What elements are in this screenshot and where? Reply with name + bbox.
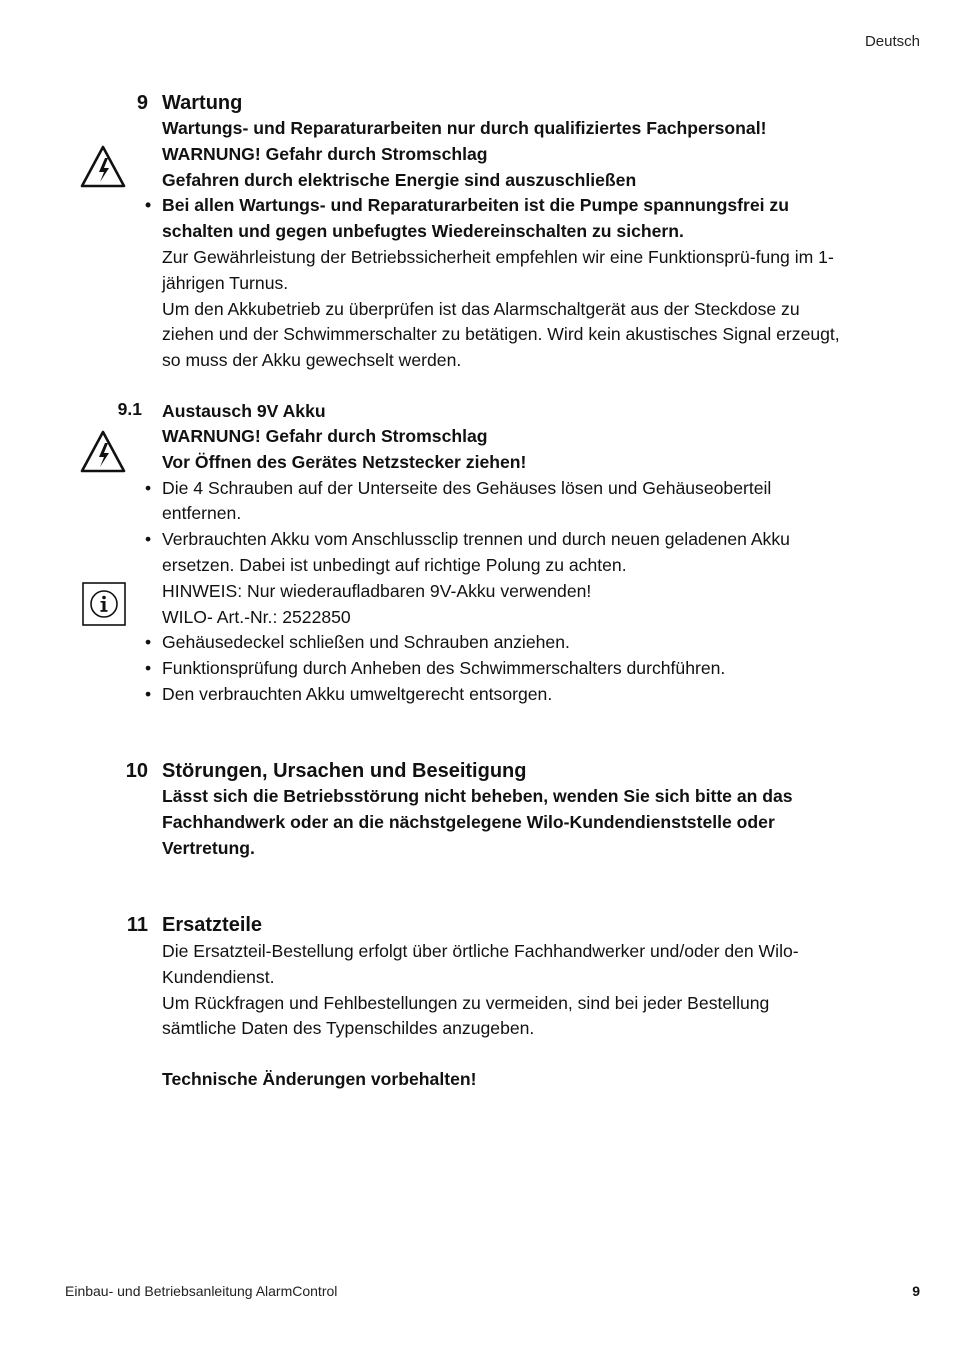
list-item-text: Gehäusedeckel schließen und Schrauben anziehen. [162,632,570,653]
section-9-1-body [145,424,842,708]
section-11-para-2: Um Rückfragen und Fehlbestellungen zu vermeiden, sind bei jeder Bestellung sämtliche Daten des Typenschildes anzugeben. [162,992,770,1039]
section-9-para-1: Zur Gewährleistung der Betriebssicherheit empfehlen wir eine Funktionsprü-fung im 1-jährigen Turnus. [162,246,834,293]
page-number: 9 [912,1283,920,1299]
list-item: • Funktionsprüfung durch Anheben des Schwimmerschalters durchführen. [145,658,726,679]
section-10-number: 10 [125,760,148,782]
section-11-title: Ersatzteile [162,914,263,936]
list-item-text: Funktionsprüfung durch Anheben des Schwimmerschalters durchführen. [162,658,726,679]
section-10-title: Störungen, Ursachen und Beseitigung [162,760,527,782]
section-9-1-title: Austausch 9V Akku [162,401,326,421]
electric-warning-icon [80,145,126,188]
list-item-text: Verbrauchten Akku vom Anschlussclip trennen und durch neuen geladenen Akku ersetzen. Dabei ist unbedingt auf richtige Polung zu achten. [162,529,790,575]
info-note-2: WILO- Art.-Nr.: 2522850 [162,606,351,627]
section-9-bullet-text: Bei allen Wartungs- und Reparaturarbeiten ist die Pumpe spannungsfrei zu schalten und gegen unbefugtes Wiedereinschalten zu sichern. [162,195,789,242]
section-9-1-warning: WARNUNG! Gefahr durch Stromschlag [162,426,488,446]
section-9-title: Wartung [162,92,243,114]
section-9-body [145,116,842,374]
section-9-qualification-notice: Wartungs- und Reparaturarbeiten nur durch qualifiziertes Fachpersonal! [162,118,767,138]
section-9-1-warning-text: Vor Öffnen des Gerätes Netzstecker ziehen! [162,451,527,472]
section-11-body [162,939,842,1042]
info-icon [82,582,126,626]
section-11-number: 11 [126,914,148,936]
footer-title: Einbau- und Betriebsanleitung AlarmControl [65,1283,338,1299]
section-9-number: 9 [136,92,148,114]
list-item: • Den verbrauchten Akku umweltgerecht entsorgen. [145,683,553,704]
electric-warning-icon [80,430,126,473]
section-11-para-1: Die Ersatzteil-Bestellung erfolgt über örtliche Fachhandwerker und/oder den Wilo-Kundendienst. [162,941,799,987]
header-language: Deutsch [864,33,920,50]
list-item: • Die 4 Schrauben auf der Unterseite des Gehäuses lösen und Gehäuseoberteil entfernen. [145,477,772,524]
section-11-closing: Technische Änderungen vorbehalten! [162,1069,477,1089]
section-10-text: Lässt sich die Betriebsstörung nicht beheben, wenden Sie sich bitte an das Fachhandwerk oder an die nächstgelegene Wilo-Kundendienststelle oder Vertretung. [162,786,793,858]
section-9-warning: WARNUNG! Gefahr durch Stromschlag [162,143,488,164]
list-item: • Verbrauchten Akku vom Anschlussclip trennen und durch neuen geladenen Akku ersetzen. Dabei ist unbedingt auf richtige Polung zu achten. [145,529,790,575]
section-9-1-number: 9.1 [117,399,142,419]
section-9-bullet: • Bei allen Wartungs- und Reparaturarbeiten ist die Pumpe spannungsfrei zu schalten und gegen unbefugtes Wiedereinschalten zu sichern. [145,195,789,242]
section-9-warning-text: Gefahren durch elektrische Energie sind auszuschließen [162,169,637,190]
list-item-text: Die 4 Schrauben auf der Unterseite des Gehäuses lösen und Gehäuseoberteil entfernen. [162,477,772,524]
list-item: • Gehäusedeckel schließen und Schrauben anziehen. [145,632,570,653]
list-item-text: Den verbrauchten Akku umweltgerecht entsorgen. [162,683,553,704]
section-9-para-2: Um den Akkubetrieb zu überprüfen ist das Alarmschaltgerät aus der Steckdose zu ziehen und der Schwimmerschalter zu betätigen. Wird kein akustisches Signal erzeugt, so muss der Akku gewechselt werden. [162,298,840,371]
info-note-1: HINWEIS: Nur wiederaufladbaren 9V-Akku verwenden! [162,580,592,601]
